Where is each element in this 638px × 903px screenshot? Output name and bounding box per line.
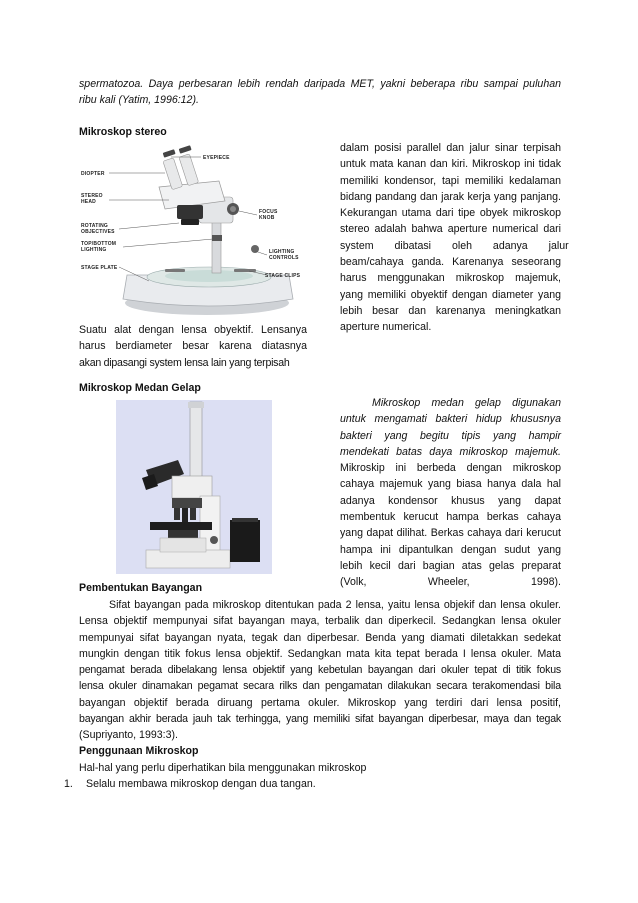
text-line: bidang pandang dan jarak kerja yang panjang.	[340, 190, 561, 203]
text-line: yang dapat dilihat. Berkas cahaya dari kerucut	[340, 527, 561, 540]
text-line: lensa okuler dinamakan pegamat secara rilks dan pengamatan dilakukan secara terakomendasi bila	[79, 680, 561, 693]
usage-list-item	[64, 776, 316, 792]
text-line: untuk mengamati bakteri hidup khususnya	[340, 413, 561, 426]
text-line: system dibatasi oleh adanya jalur	[340, 239, 569, 252]
label-lighting-controls: CONTROLS	[269, 255, 299, 261]
text-line: bayangan objektif berada diruang pertama okuler. Mikroskop yang terdiri dari lensa positif,	[79, 696, 561, 709]
label-rotating-objectives: OBJECTIVES	[81, 229, 115, 235]
text-line: harus berdiameter besar karena diatasnya	[79, 340, 307, 353]
text-line: yang memiliki obyektif dengan diameter yang	[340, 288, 561, 301]
stereo-description-right	[340, 140, 569, 336]
text-line: Kekurangan utama dari tipe obyek mikroskop	[340, 207, 561, 220]
text-line: Lensa objektif mempunyai sifat bayangan maya, terbalik dan diperkecil. Sedangkan lensa okuler	[79, 615, 561, 628]
text-line: lebih besar dan karenanya meningkatkan	[340, 304, 561, 317]
intro-line: spermatozoa. Daya perbesaran lebih rendah daripada MET, yakni beberapa ribu sampai puluhan	[79, 78, 561, 90]
label-stereo-head: HEAD	[81, 199, 96, 205]
darkfield-microscope-figure	[116, 400, 272, 574]
text-line: pengamat berada dibelakang lensa objektif yang kebetulan bayangan dari okuler tepat di titik fokus	[79, 664, 561, 677]
usage-heading: Penggunaan Mikroskop	[79, 745, 199, 757]
label-top-bottom-lighting: LIGHTING	[81, 247, 107, 253]
stereo-microscope-figure	[79, 143, 307, 319]
darkfield-heading: Mikroskop Medan Gelap	[79, 382, 201, 394]
stereo-heading: Mikroskop stereo	[79, 126, 167, 138]
text-line: Mikroskop medan gelap digunakan	[372, 397, 561, 409]
label-rotating-objectives: ROTATING	[81, 223, 108, 229]
list-number: 1.	[64, 778, 73, 790]
label-focus-knob: FOCUS	[259, 209, 278, 215]
text-line: akan dipasangi system lensa lain yang terpisah	[79, 356, 290, 369]
text-line: membentuk kerucut hampa berkas cahaya	[340, 511, 561, 524]
text-line: hampa ini dipantulkan dengan sudut yang	[340, 543, 561, 556]
text-line: cahaya majemuk yang biasa hanya dala hal	[340, 478, 561, 491]
text-line: adanya kondensor khusus yang dapat	[340, 494, 561, 507]
text-line: Suatu alat dengan lensa obyektif. Lensanya	[79, 324, 307, 336]
label-stage-clips: STAGE CLIPS	[265, 273, 301, 279]
image-formation-heading: Pembentukan Bayangan	[79, 582, 203, 594]
label-stereo-head: STEREO	[81, 193, 103, 199]
darkfield-description	[340, 395, 561, 591]
text-line: mendekati batas daya mikroskop majemuk.	[340, 445, 561, 458]
text-line: aperture numerical.	[340, 321, 432, 334]
label-lighting-controls: LIGHTING	[269, 249, 295, 255]
text-line: (Volk, Wheeler, 1998).	[340, 576, 561, 589]
stereo-description-left	[79, 322, 307, 371]
label-focus-knob: KNOB	[259, 215, 275, 221]
text-line: beam/cahaya ganda. Karenanya seseorang	[340, 256, 561, 269]
text-line: untuk mata kanan dan kiri. Mikroskop ini tidak	[340, 158, 561, 171]
text-line: Sifat bayangan pada mikroskop ditentukan pada 2 lensa, yaitu lensa objekif dan lensa okuler.	[109, 599, 561, 611]
text-line: bakteri yang begitu tipis yang hampir	[340, 429, 561, 442]
text-line: Mikroskip ini berbeda dengan mikroskop	[340, 462, 561, 475]
text-line: dalam posisi parallel dan jalur sinar terpisah	[340, 142, 561, 154]
label-top-bottom-lighting: TOP/BOTTOM	[81, 241, 117, 247]
text-line: harus menggunakan mikroskop majemuk,	[340, 272, 561, 285]
text-line: mungkin dengan titik fokus lensa objektif. Sedangkan mata kita tepat berada I lensa okuler. Mata	[79, 647, 561, 660]
text-line: bayangan akhir berada jauh tak terhingga, yang memiliki sifat bayangan diperbesar, maya dan tegak	[79, 713, 561, 726]
text-line: lebih kecil dari bagian atas gelas preparat	[340, 559, 561, 572]
image-formation-paragraph	[79, 597, 561, 744]
label-diopter: DIOPTER	[81, 171, 105, 177]
intro-line: ribu kali (Yatim, 1996:12).	[79, 94, 199, 107]
list-text: Selalu membawa mikroskop dengan dua tangan.	[86, 778, 316, 790]
text-line: memiliki kondensor, tapi memiliki kedalaman	[340, 174, 561, 187]
text-line: stereo adalah bahwa aperture numerical dari	[340, 223, 561, 236]
text-line: (Supriyanto, 1993:3).	[79, 729, 178, 742]
label-eyepiece: EYEPIECE	[203, 155, 230, 161]
usage-intro: Hal-hal yang perlu diperhatikan bila menggunakan mikroskop	[79, 762, 367, 774]
label-stage-plate: STAGE PLATE	[81, 265, 118, 271]
text-line: mempunyai sifat bayangan nyata, tegak dan diperbesar. Benda yang diamati diletakkan sedekat	[79, 631, 561, 644]
intro-paragraph	[79, 76, 561, 109]
